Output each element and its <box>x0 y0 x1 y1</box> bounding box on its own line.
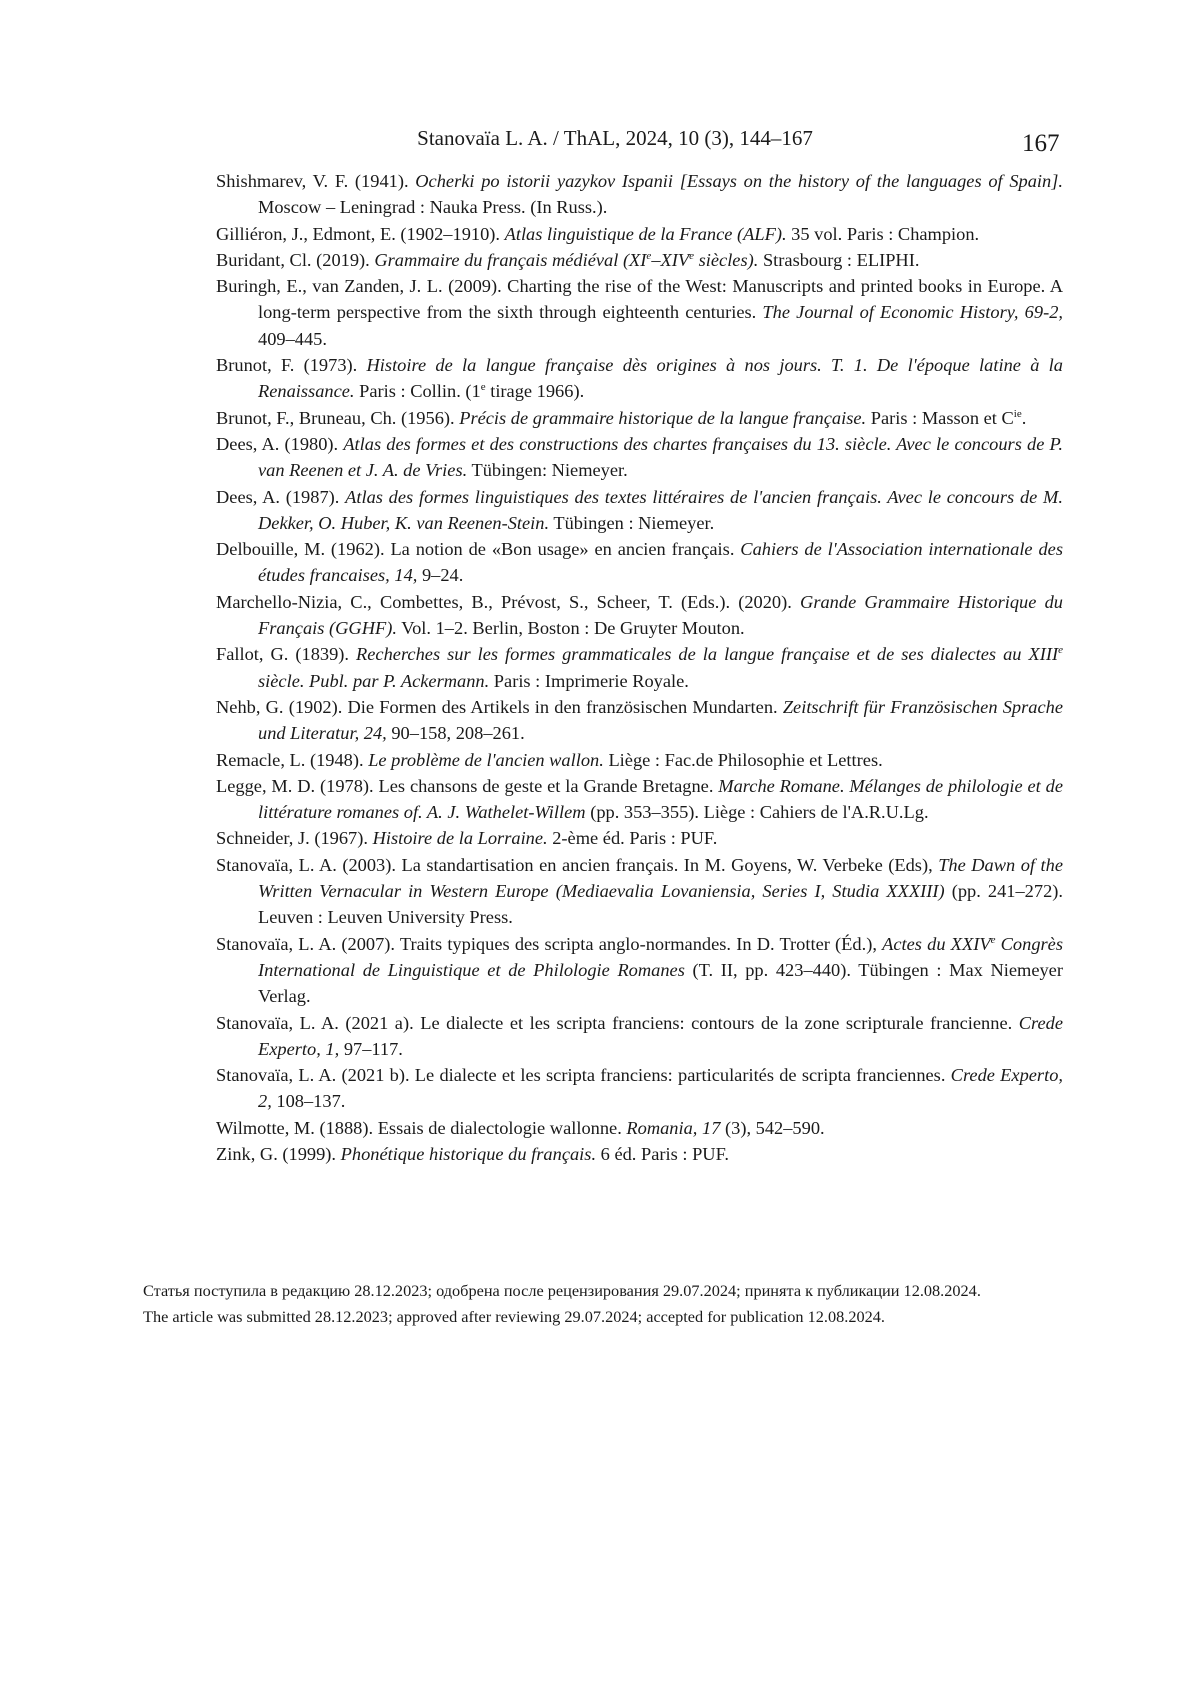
reference-text-run: 35 vol. Paris : Champion. <box>786 223 980 244</box>
reference-text-run: Stanovaïa, L. A. (2021 a). Le dialecte et les scripta franciens: contours de la zone scripturale francienne. <box>216 1012 1019 1033</box>
reference-text-run: Fallot, G. (1839). <box>216 644 357 665</box>
submission-note-en: The article was submitted 28.12.2023; approved after reviewing 29.07.2024; accepted for publication 12.08.2024. <box>143 1307 885 1326</box>
reference-text-run: Zeitschrift für Französischen Sprache und Literatur, 24, <box>258 696 1063 744</box>
reference-text-run: Liège : Fac.de Philosophie et Lettres. <box>603 749 883 770</box>
reference-item <box>216 168 1063 221</box>
reference-text-run: siècle. Publ. par P. Ackermann. <box>258 670 490 691</box>
reference-text-run: e <box>1058 644 1063 657</box>
reference-item <box>216 1062 1063 1115</box>
reference-item <box>216 641 1063 694</box>
reference-text-run: 97–117. <box>339 1038 403 1059</box>
reference-text-run: Legge, M. D. (1978). Les chansons de geste et la Grande Bretagne. <box>216 775 719 796</box>
page-number: 167 <box>1022 130 1060 157</box>
reference-text-run: The Dawn of the Written Vernacular in Western Europe (Mediaevalia Lovaniensia, Series I, Studia XXXIII) <box>258 854 1064 902</box>
reference-text-run: –XIV <box>651 249 690 270</box>
reference-item <box>216 484 1063 537</box>
reference-item <box>216 1141 1063 1167</box>
reference-text-run: The Journal of Economic History, 69-2, <box>762 302 1063 323</box>
reference-text-run: Strasbourg : ELIPHI. <box>758 249 920 270</box>
running-head: Stanovaïa L. A. / ThAL, 2024, 10 (3), 144–167 <box>417 126 813 150</box>
reference-text-run: Schneider, J. (1967). <box>216 828 373 849</box>
reference-text-run: Le problème de l'ancien wallon. <box>368 749 604 770</box>
reference-text-run: Atlas des formes linguistiques des textes littéraires de l'ancien français. Avec le concours de M. Dekker, O. Huber, K. van Reenen-Stein. <box>258 486 1063 533</box>
reference-text-run: Crede Experto, 2, <box>258 1065 1063 1112</box>
reference-text-run: Ocherki po istorii yazykov Ispanii [Essays on the history of the languages of Spain]. <box>415 171 1063 191</box>
reference-text-run: Romania, 17 <box>626 1117 721 1138</box>
reference-text-run: Tübingen : Niemeyer. <box>549 512 715 533</box>
reference-text-run: tirage 1966). <box>485 381 585 402</box>
reference-text-run: Remacle, L. (1948). <box>216 749 369 770</box>
reference-text-run: Paris : Imprimerie Royale. <box>489 670 689 691</box>
reference-text-run: 2-ème éd. Paris : PUF. <box>547 828 718 849</box>
reference-text-run: Marchello-Nizia, C., Combettes, B., Prévost, S., Scheer, T. (Eds.). (2020). <box>216 591 801 612</box>
reference-text-run: 9–24. <box>417 565 464 586</box>
reference-item <box>216 852 1063 931</box>
reference-item <box>216 431 1063 484</box>
reference-text-run: Zink, G. (1999). <box>216 1143 341 1164</box>
reference-item <box>216 1115 1063 1141</box>
reference-text-run: Tübingen: Niemeyer. <box>467 460 628 481</box>
reference-text-run: Atlas linguistique de la France (ALF). <box>504 223 787 244</box>
reference-text-run: Recherches sur les formes grammaticales de la langue française et de ses dialectes au XIII <box>356 644 1059 665</box>
reference-item <box>216 589 1063 642</box>
reference-text-run: Dees, A. (1987). <box>216 486 346 507</box>
reference-item <box>216 931 1063 1010</box>
reference-text-run: Gilliéron, J., Edmont, E. (1902–1910). <box>216 223 505 244</box>
reference-text-run: Moscow – Leningrad : Nauka Press. (In Russ.). <box>258 197 608 218</box>
reference-text-run: Grammaire du français médiéval (XI <box>374 249 647 270</box>
reference-text-run: e <box>689 249 694 262</box>
reference-text-run: Wilmotte, M. (1888). Essais de dialectologie wallonne. <box>216 1117 627 1138</box>
reference-text-run: Phonétique historique du français. <box>340 1143 597 1164</box>
reference-text-run: Dees, A. (1980). <box>216 433 344 454</box>
reference-text-run: Vol. 1–2. Berlin, Boston : De Gruyter Mouton. <box>396 618 745 639</box>
reference-text-run: (pp. 241–272). Leuven : Leuven University Press. <box>258 881 1063 928</box>
reference-item <box>216 694 1063 747</box>
reference-text-run: (T. II, pp. 423–440). Tübingen : Max Niemeyer Verlag. <box>258 959 1063 1007</box>
reference-item <box>216 536 1063 589</box>
reference-text-run: 6 éd. Paris : PUF. <box>596 1143 729 1164</box>
reference-text-run: Stanovaïa, L. A. (2003). La standartisation en ancien français. In M. Goyens, W. Verbeke (Eds), <box>216 854 939 875</box>
reference-text-run: e <box>480 381 486 394</box>
reference-text-run: Shishmarev, V. F. (1941). <box>216 171 416 191</box>
reference-text-run: Histoire de la langue française dès origines à nos jours. T. 1. De l'époque latine à la Renaissance. <box>258 355 1063 402</box>
reference-item <box>216 273 1063 352</box>
submission-note-ru: Статья поступила в редакцию 28.12.2023; одобрена после рецензирования 29.07.2024; принята к публикации 12.08.2024. <box>143 1281 981 1300</box>
reference-text-run: Congrès International de Linguistique et de Philologie Romanes <box>258 933 1063 980</box>
reference-text-run: . <box>1021 407 1027 428</box>
reference-text-run: 108–137. <box>271 1091 346 1112</box>
reference-text-run: siècles). <box>694 249 759 270</box>
reference-item <box>216 247 1063 273</box>
reference-text-run: Marche Romane. Mélanges de philologie et de littérature romanes of. A. J. Wathelet-Willem <box>258 775 1063 823</box>
reference-text-run: Grande Grammaire Historique du Français (GGHF). <box>258 591 1063 639</box>
reference-text-run: Buringh, E., van Zanden, J. L. (2009). Charting the rise of the West: Manuscripts and printed books in Europe. A long-term perspective from the sixth through eighteenth centuries. <box>216 276 1063 323</box>
reference-item <box>216 747 1063 773</box>
reference-item <box>216 405 1063 431</box>
reference-text-run: Paris : Masson et C <box>866 407 1014 428</box>
reference-text-run: Crede Experto, 1, <box>258 1012 1063 1059</box>
reference-item <box>216 352 1063 405</box>
reference-text-run: Actes du XXIV <box>882 933 991 954</box>
reference-text-run: Atlas des formes et des constructions des chartes françaises du 13. siècle. Avec le concours de P. van Reenen et J. A. de Vries. <box>258 433 1063 481</box>
reference-text-run: (pp. 353–355). Liège : Cahiers de l'A.R.U.Lg. <box>585 802 929 823</box>
reference-item <box>216 825 1063 851</box>
page-header <box>0 116 1200 156</box>
reference-text-run: (3), 542–590. <box>720 1117 825 1138</box>
reference-text-run: Brunot, F., Bruneau, Ch. (1956). <box>216 407 460 428</box>
reference-text-run: Histoire de la Lorraine. <box>372 828 548 849</box>
reference-text-run: Stanovaïa, L. A. (2021 b). Le dialecte et les scripta franciens: particularités de scripta franciennes. <box>216 1065 951 1086</box>
reference-text-run: Buridant, Cl. (2019). <box>216 249 375 270</box>
reference-text-run: Brunot, F. (1973). <box>216 355 367 376</box>
reference-text-run: ie <box>1013 407 1022 420</box>
reference-text-run: e <box>646 249 652 262</box>
reference-text-run: Delbouille, M. (1962). La notion de «Bon usage» en ancien français. <box>216 539 741 560</box>
reference-text-run: 409–445. <box>258 328 327 349</box>
reference-text-run: Précis de grammaire historique de la langue française. <box>459 407 867 428</box>
reference-text-run: Paris : Collin. (1 <box>354 381 481 402</box>
reference-text-run: Cahiers de l'Association internationale des études francaises, 14, <box>258 539 1063 586</box>
reference-text-run: Nehb, G. (1902). Die Formen des Artikels in den französischen Mundarten. <box>216 696 783 717</box>
submission-notes <box>143 1278 1093 1330</box>
reference-text-run: Stanovaïa, L. A. (2007). Traits typiques des scripta anglo-normandes. In D. Trotter (Éd.), <box>216 933 883 954</box>
reference-text-run: e <box>990 933 996 946</box>
reference-item <box>216 773 1063 826</box>
reference-item <box>216 1010 1063 1063</box>
reference-item <box>216 221 1063 247</box>
reference-text-run: 90–158, 208–261. <box>386 723 525 744</box>
reference-list <box>216 168 1063 1167</box>
